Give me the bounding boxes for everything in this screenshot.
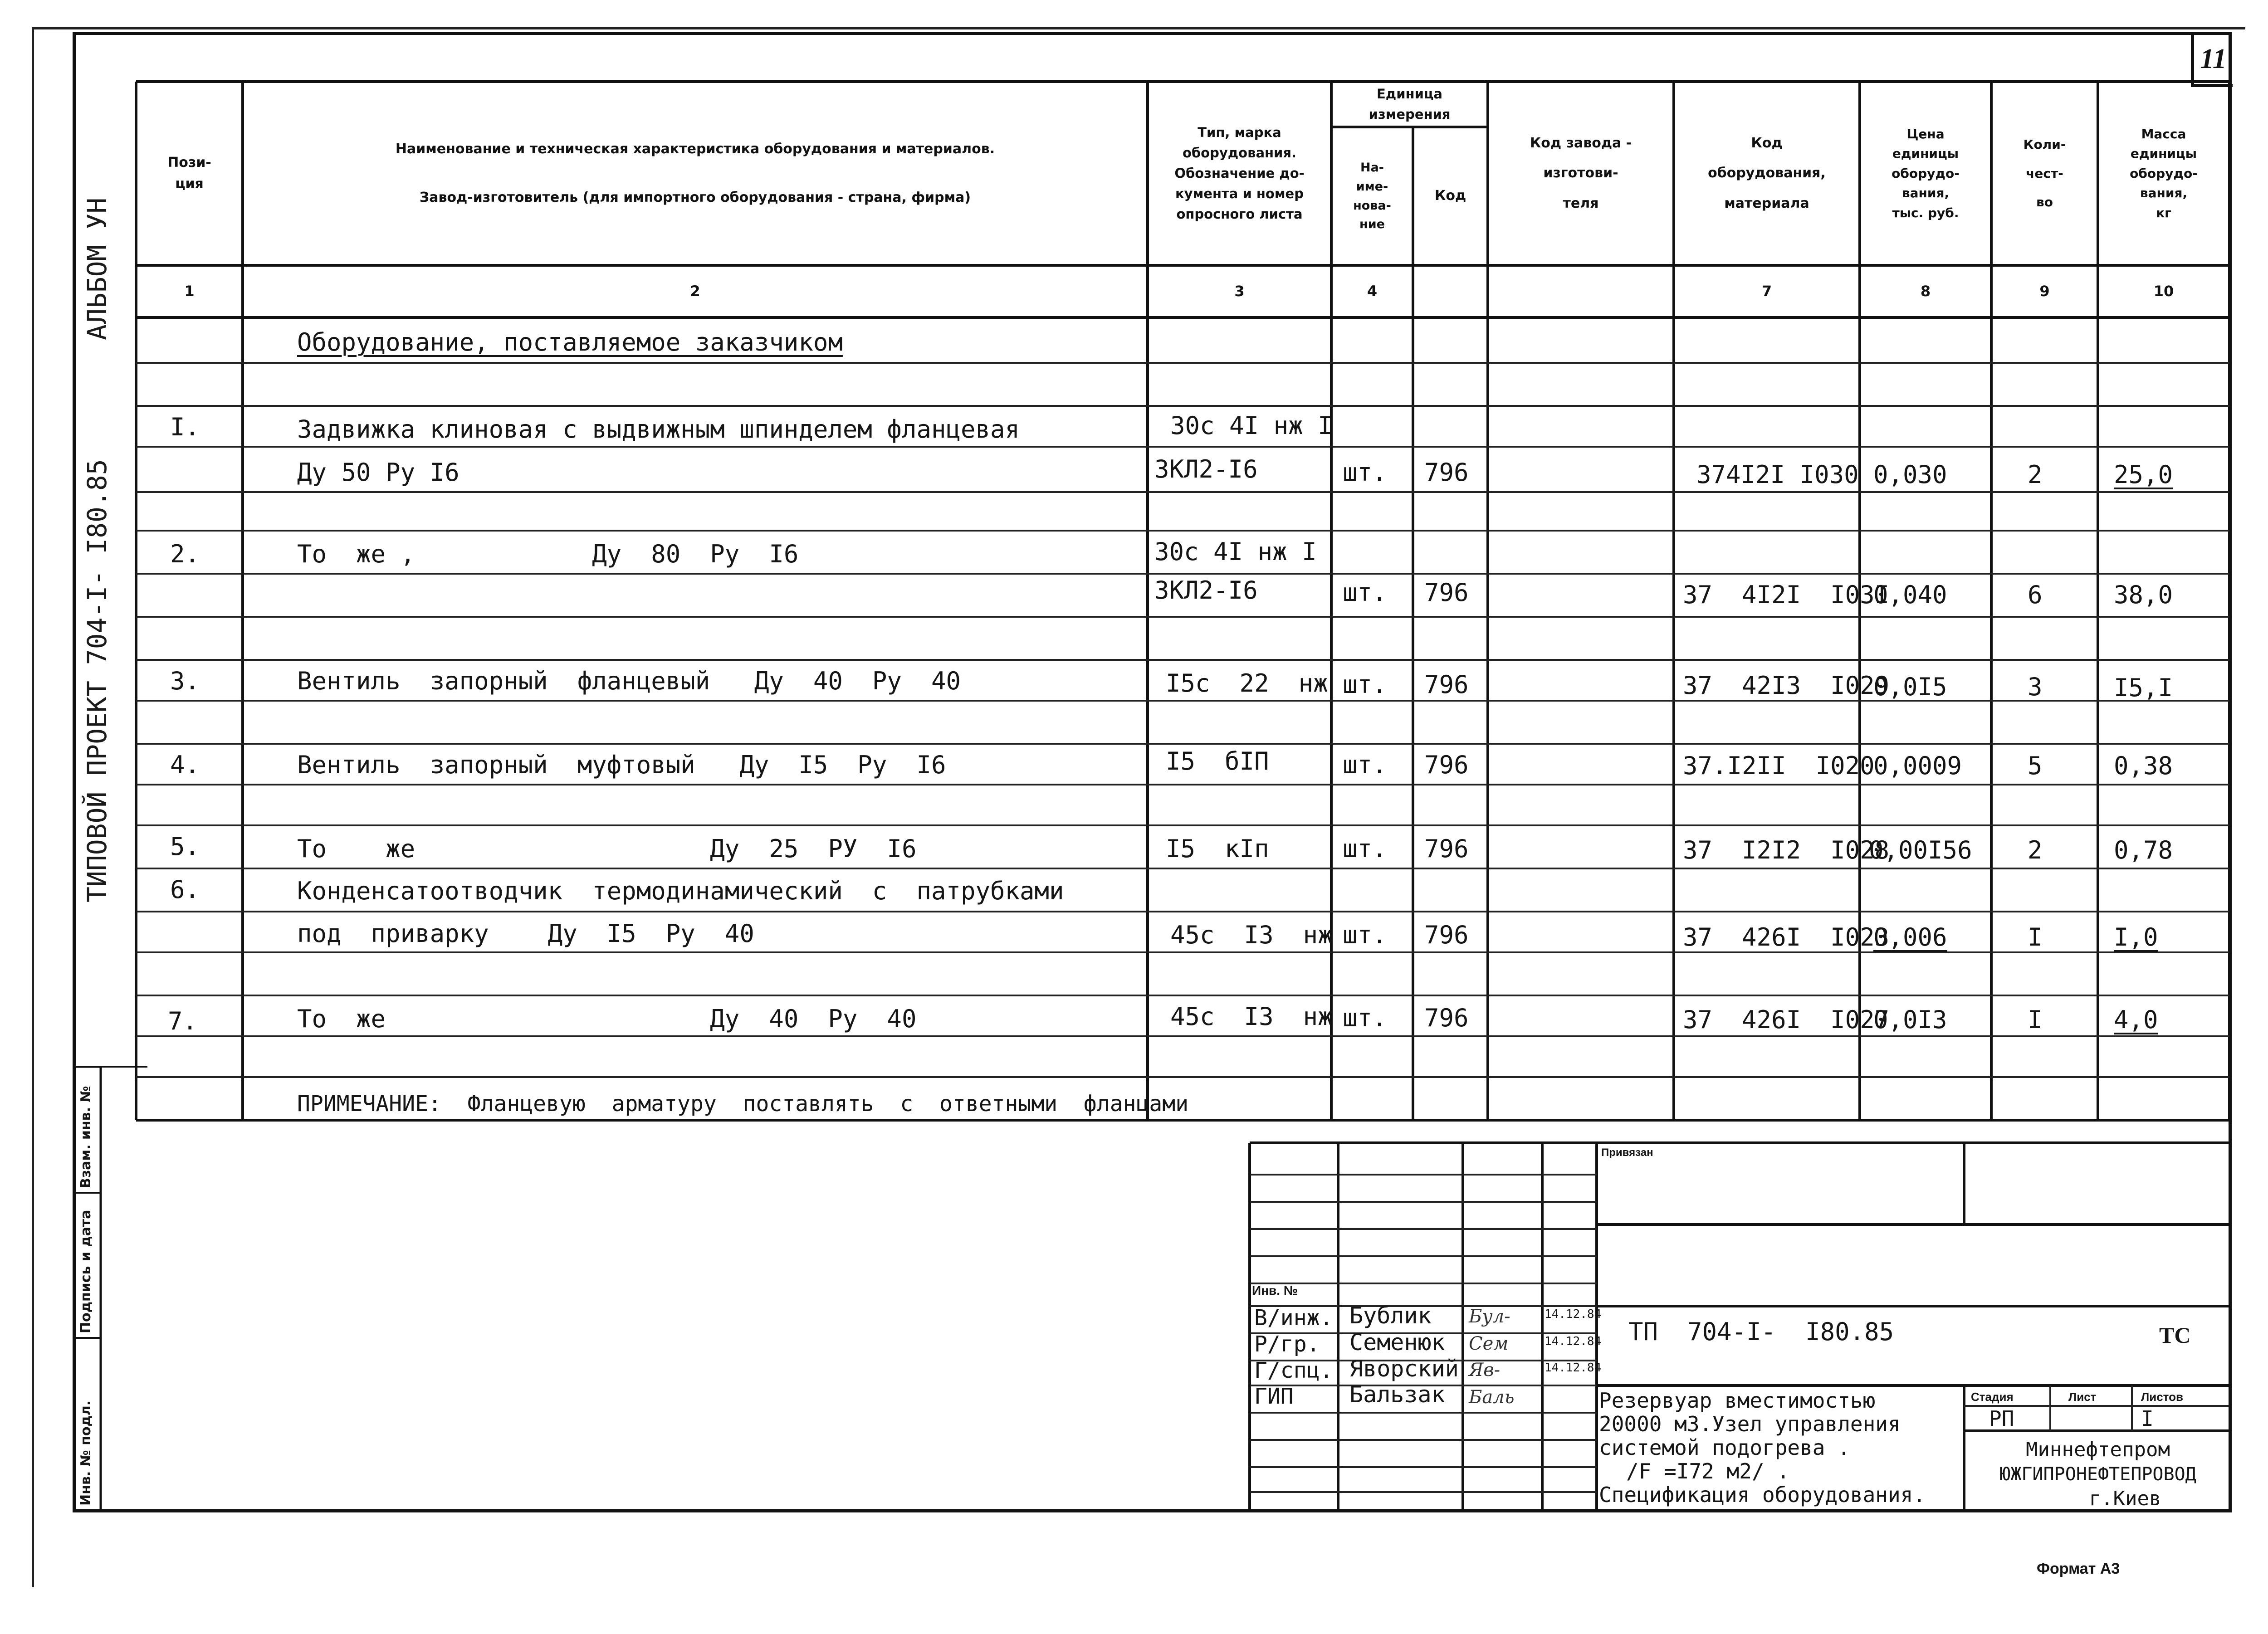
row-type: 30с 4I нж I <box>1154 537 1317 566</box>
sheet-label: Лист <box>2068 1390 2097 1404</box>
row-unit: шт. <box>1343 834 1387 863</box>
row-quantity: 2 <box>2028 836 2043 864</box>
stamp-vzam-inv: Взам. инв. № <box>78 1086 94 1188</box>
row-unit-code: 796 <box>1424 834 1469 863</box>
stamp-signature-date: Подпись и дата <box>78 1210 94 1333</box>
row-name: Ду 50 Ру I6 <box>297 458 459 487</box>
header-equipment-code: Код оборудования, материала <box>1708 135 1826 211</box>
header-unit-name: На- име- нова- ние <box>1353 160 1391 232</box>
header-position: Пози- ция <box>167 155 211 192</box>
row-price: 0,00I56 <box>1869 836 1972 864</box>
row-equipment-code: 37 42I3 I029 <box>1683 671 1890 700</box>
colnum-1: 1 <box>184 282 195 300</box>
description-line: Спецификация оборудования. <box>1599 1483 1926 1507</box>
header-type: Тип, марка оборудования. Обозначение до- кумента и номер опросного листа <box>1174 125 1305 222</box>
row-name: Вентиль запорный фланцевый Ду 40 Ру 40 <box>297 667 961 695</box>
row-unit: шт. <box>1343 458 1387 487</box>
header-price: Цена единицы оборудо- вания, тыс. руб. <box>1892 127 1960 220</box>
colnum-4: 4 <box>1367 282 1378 300</box>
row-mass: 38,0 <box>2114 580 2173 609</box>
row-quantity: 2 <box>2028 460 2043 489</box>
row-quantity: 6 <box>2028 580 2043 609</box>
row-equipment-code: 37 4I2I I03I <box>1683 580 1890 609</box>
row-type: I5 бIП <box>1166 747 1269 776</box>
row-unit-code: 796 <box>1424 670 1469 699</box>
row-quantity: I <box>2028 1005 2043 1034</box>
row-equipment-code: 37 426I I023 <box>1683 923 1890 951</box>
stage-value: РП <box>1989 1406 2014 1431</box>
row-equipment-code: 37 I2I2 I028 <box>1683 836 1890 864</box>
signer-name: Бальзак <box>1349 1381 1445 1408</box>
row-type: 3КЛ2-I6 <box>1154 576 1258 605</box>
document-suffix: ТС <box>2159 1322 2191 1348</box>
row-mass: 0,78 <box>2114 836 2173 864</box>
row-price: 0,0I5 <box>1873 673 1947 701</box>
colnum-2: 2 <box>690 282 700 300</box>
row-name: То же , Ду 80 Ру I6 <box>297 540 799 568</box>
signer-date: 14.12.84 <box>1545 1335 1602 1348</box>
signer-role: Г/спц. <box>1254 1358 1333 1383</box>
project-label: ТИПОВОЙ ПРОЕКТ 704-I- I80.85 <box>82 459 112 902</box>
signature-mark: Бул- <box>1469 1306 1510 1327</box>
row-mass: 0,38 <box>2114 751 2173 780</box>
stage-label: Стадия <box>1971 1390 2014 1404</box>
row-unit-code: 796 <box>1424 751 1469 779</box>
header-unit-code: Код <box>1434 188 1466 204</box>
row-position: 4. <box>170 751 200 779</box>
row-position: 6. <box>170 875 200 904</box>
description-block <box>1599 1389 1926 1507</box>
row-price: 0,0009 <box>1873 751 1962 780</box>
row-name: под приварку Ду I5 Ру 40 <box>297 919 754 948</box>
row-unit: шт. <box>1343 578 1387 607</box>
note-text: ПРИМЕЧАНИЕ: Фланцевую арматуру поставлять с ответными фланцами <box>297 1091 1189 1117</box>
org-institute: ЮЖГИПРОНЕФТЕПРОВОД <box>1999 1464 2196 1485</box>
row-price: 0,040 <box>1873 580 1947 609</box>
header-name: Наименование и техническая характеристика оборудования и материалов. Завод-изготовитель (для импортного оборудования - страна, фирма) <box>395 141 995 205</box>
colnum-7: 7 <box>1761 282 1772 300</box>
page-number: 11 <box>2191 34 2233 87</box>
row-type: I5с 22 нж <box>1166 669 1328 697</box>
format-label: Формат А3 <box>2037 1560 2120 1577</box>
row-quantity: 3 <box>2028 673 2043 701</box>
signer-date: 14.12.84 <box>1545 1307 1602 1321</box>
description-line: 20000 м3.Узел управления <box>1599 1412 1901 1436</box>
row-equipment-code: 37 426I I027 <box>1683 1005 1890 1034</box>
signature-mark: Баль <box>1469 1387 1515 1408</box>
signer-role: В/инж. <box>1254 1305 1333 1331</box>
row-price: 0,006 <box>1873 923 1947 951</box>
signer-date: 14.12.84 <box>1545 1361 1602 1375</box>
row-mass: I5,I <box>2114 673 2173 702</box>
row-mass: 25,0 <box>2114 460 2173 489</box>
row-position: I. <box>170 413 200 441</box>
signature-mark: Яв- <box>1469 1360 1501 1380</box>
row-unit-code: 796 <box>1424 458 1469 487</box>
row-type: 45с I3 нж <box>1170 921 1333 949</box>
header-quantity: Коли- чест- во <box>2023 137 2066 210</box>
row-price: 0,0I3 <box>1873 1005 1947 1034</box>
signer-name: Бублик <box>1349 1302 1432 1329</box>
signer-name: Яворский <box>1349 1356 1459 1382</box>
signer-role: Р/гр. <box>1254 1332 1320 1357</box>
row-type: 30с 4I нж I <box>1170 411 1333 440</box>
colnum-3: 3 <box>1234 282 1245 300</box>
header-unit-group: Единица измерения <box>1369 86 1451 122</box>
colnum-9: 9 <box>2039 282 2050 300</box>
row-unit: шт. <box>1343 1004 1387 1032</box>
description-line: системой подогрева . <box>1599 1435 1850 1460</box>
inv-number-label: Инв. № <box>1252 1283 1298 1297</box>
row-unit-code: 796 <box>1424 921 1469 949</box>
colnum-10: 10 <box>2153 282 2174 300</box>
section-title: Оборудование, поставляемое заказчиком <box>297 328 843 356</box>
signer-role: ГИП <box>1254 1384 1294 1409</box>
row-price: 0,030 <box>1873 460 1947 489</box>
row-equipment-code: 374I2I I030 <box>1696 460 1859 489</box>
row-unit: шт. <box>1343 921 1387 949</box>
org-ministry: Миннефтепром <box>2026 1438 2170 1461</box>
row-name: То же Ду 40 Ру 40 <box>297 1005 917 1033</box>
row-mass: I,0 <box>2114 923 2158 951</box>
row-name: Вентиль запорный муфтовый Ду I5 Ру I6 <box>297 751 946 779</box>
row-unit-code: 796 <box>1424 578 1469 607</box>
row-position: 2. <box>170 540 200 568</box>
album-label: АЛЬБОМ УН <box>82 197 112 340</box>
stamp-inv-podl: Инв. № подл. <box>78 1400 94 1506</box>
row-position: 7. <box>168 1007 198 1035</box>
row-type: 45с I3 нж <box>1170 1002 1333 1031</box>
row-name: То же Ду 25 РУ I6 <box>297 834 917 863</box>
organization-block <box>1966 1438 2229 1511</box>
privyazan-label: Привязан <box>1601 1146 1653 1159</box>
row-unit: шт. <box>1343 670 1387 699</box>
row-quantity: I <box>2028 923 2043 951</box>
row-name: Конденсатоотводчик термодинамический с патрубками <box>297 877 1064 905</box>
row-position: 5. <box>170 832 200 861</box>
header-maker-code: Код завода - изготови- теля <box>1530 135 1632 211</box>
sheets-value: I <box>2141 1406 2154 1431</box>
header-mass: Масса единицы оборудо- вания, кг <box>2130 127 2198 220</box>
row-position: 3. <box>170 667 200 695</box>
row-type: 3КЛ2-I6 <box>1154 455 1258 483</box>
description-line: /F =I72 м2/ . <box>1626 1459 1790 1483</box>
row-quantity: 5 <box>2028 751 2043 780</box>
signature-mark: Сем <box>1469 1333 1509 1354</box>
row-name: Задвижка клиновая с выдвижным шпинделем фланцевая <box>297 415 1020 444</box>
colnum-8: 8 <box>1920 282 1931 300</box>
row-mass: 4,0 <box>2114 1005 2158 1034</box>
document-code: ТП 704-I- I80.85 <box>1628 1317 1894 1346</box>
signer-name: Семенюк <box>1349 1329 1445 1356</box>
description-line: Резервуар вместимостью <box>1599 1388 1876 1413</box>
row-unit-code: 796 <box>1424 1004 1469 1032</box>
sheets-label: Листов <box>2141 1390 2183 1404</box>
row-type: I5 кIп <box>1166 834 1269 863</box>
org-city: г.Киев <box>2089 1487 2161 1510</box>
row-equipment-code: 37.I2II I020 <box>1683 751 1875 780</box>
row-unit: шт. <box>1343 751 1387 779</box>
